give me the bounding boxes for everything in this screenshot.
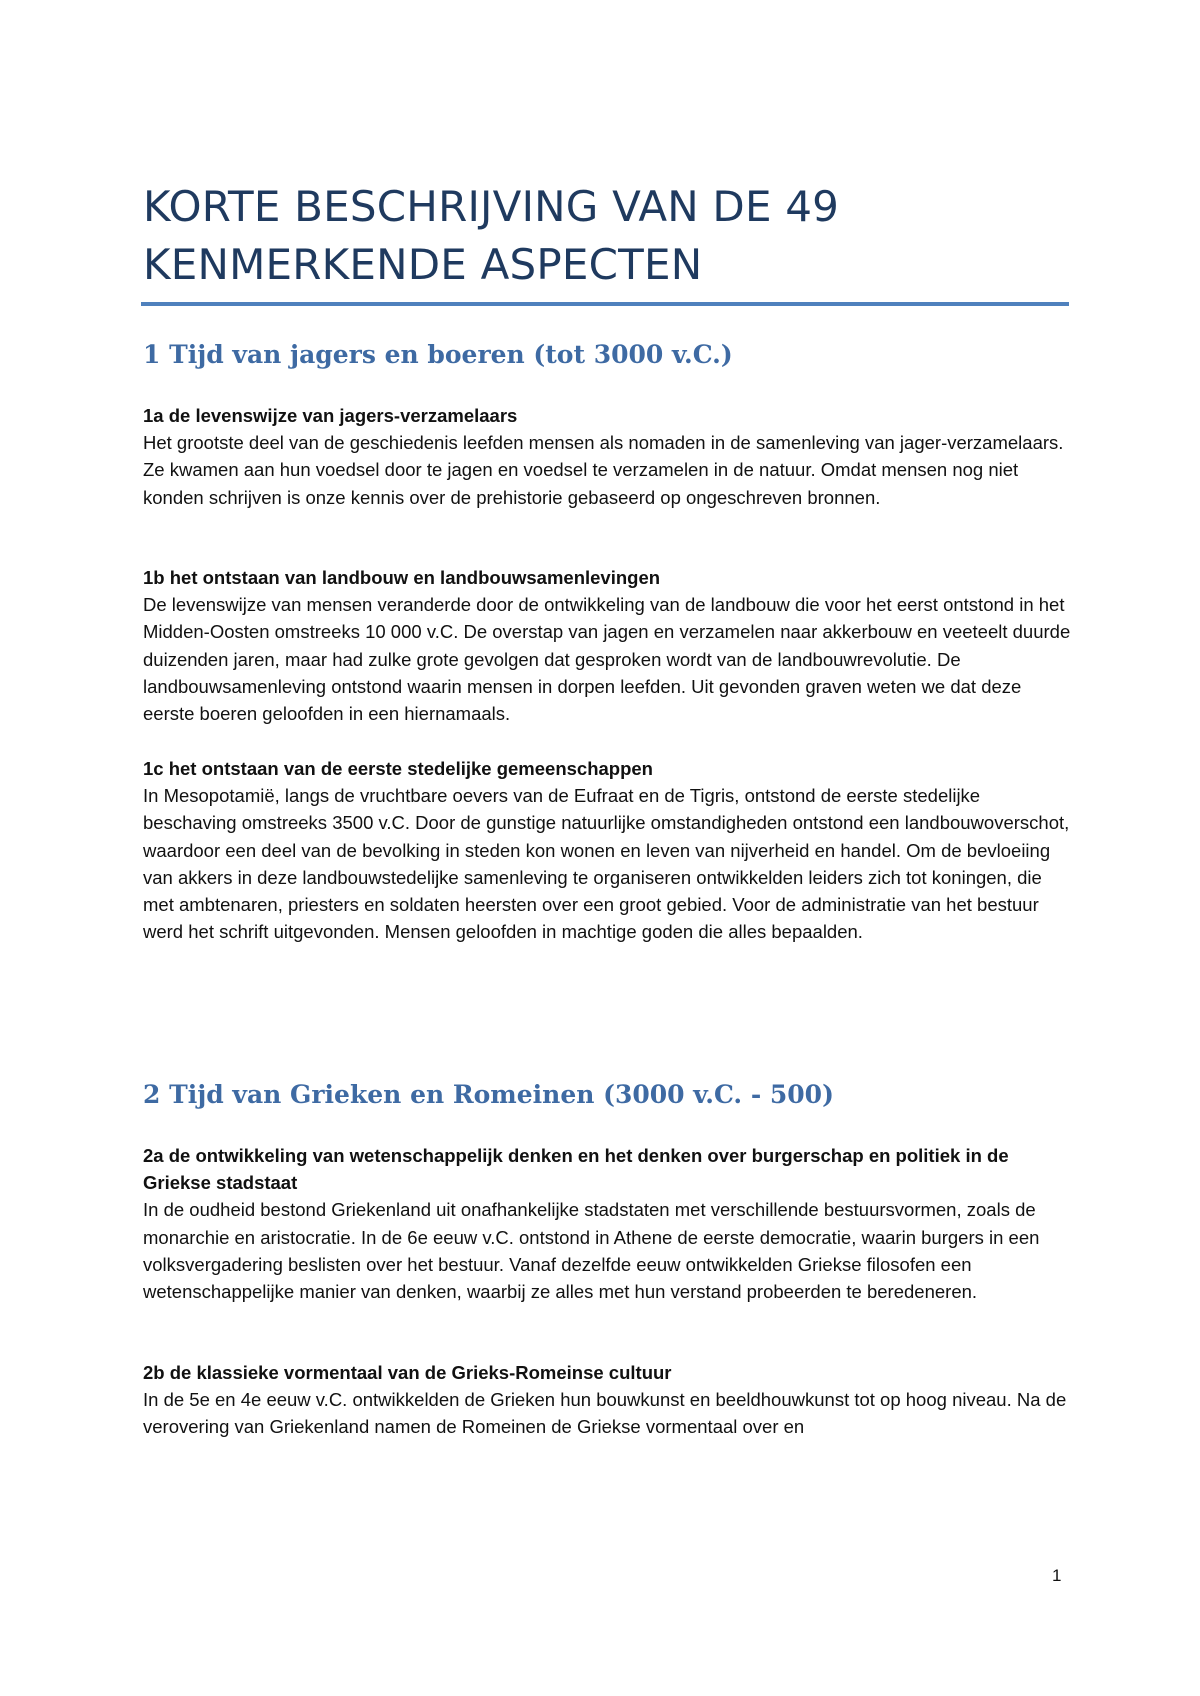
aspect-heading: 2b de klassieke vormentaal van de Grieks-Romeinse cultuur xyxy=(143,1362,672,1383)
aspect-body: In Mesopotamië, langs de vruchtbare oevers van de Eufraat en de Tigris, ontstond de eerste stedelijke beschaving omstreeks 3500 v.C. Door de gunstige natuurlijke omstandigheden ontstond een landbouwoverschot, waardoor een deel van de bevolking in steden kon wonen en leven van nijverheid en handel. Om de bevloeiing van akkers in deze landbouwstedelijke samenleving te organiseren ontwikkelden leiders zich tot koningen, die met ambtenaren, priesters en soldaten heersten over een groot gebied. Voor de administratie van het bestuur werd het schrift uitgevonden. Mensen geloofden in machtige goden die alles bepaalden. xyxy=(143,785,1070,943)
aspect-heading: 2a de ontwikkeling van wetenschappelijk denken en het denken over burgerschap en politiek in de Griekse stadstaat xyxy=(143,1145,1009,1194)
aspect-heading: 1b het ontstaan van landbouw en landbouwsamenlevingen xyxy=(143,567,661,588)
page-number: 1 xyxy=(1052,1566,1062,1585)
aspect-2b xyxy=(143,1359,1073,1441)
aspect-body: De levenswijze van mensen veranderde door de ontwikkeling van de landbouw die voor het eerst ontstond in het Midden-Oosten omstreeks 10 000 v.C. De overstap van jagen en verzamelen naar akkerbouw en veeteelt duurde duizenden jaren, maar had zulke grote gevolgen dat gesproken wordt van de landbouwrevolutie. De landbouwsamenleving ontstond waarin mensen in dorpen leefden. Uit gevonden graven weten we dat deze eerste boeren geloofden in een hiernamaals. xyxy=(143,594,1071,725)
aspect-body: Het grootste deel van de geschiedenis leefden mensen als nomaden in de samenleving van jager-verzamelaars. Ze kwamen aan hun voedsel door te jagen en voedsel te verzamelen in de natuur. Omdat mensen nog niet konden schrijven is onze kennis over de prehistorie gebaseerd op ongeschreven bronnen. xyxy=(143,432,1064,508)
title-underline xyxy=(141,302,1069,306)
section-heading-1: 1 Tijd van jagers en boeren (tot 3000 v.C.) xyxy=(143,340,733,369)
aspect-body: In de 5e en 4e eeuw v.C. ontwikkelden de Grieken hun bouwkunst en beeldhouwkunst tot op hoog niveau. Na de verovering van Griekenland namen de Romeinen de Griekse vormentaal over en xyxy=(143,1389,1067,1438)
aspect-1c xyxy=(143,755,1073,945)
aspect-1a xyxy=(143,402,1073,511)
section-heading-2: 2 Tijd van Grieken en Romeinen (3000 v.C. - 500) xyxy=(143,1080,834,1109)
aspect-heading: 1c het ontstaan van de eerste stedelijke gemeenschappen xyxy=(143,758,653,779)
aspect-body: In de oudheid bestond Griekenland uit onafhankelijke stadstaten met verschillende bestuursvormen, zoals de monarchie en aristocratie. In de 6e eeuw v.C. ontstond in Athene de eerste democratie, waarin burgers in een volksvergadering beslisten over het bestuur. Vanaf dezelfde eeuw ontwikkelden Griekse filosofen een wetenschappelijke manier van denken, waarbij ze alles met hun verstand probeerden te beredeneren. xyxy=(143,1199,1040,1303)
aspect-1b xyxy=(143,564,1073,727)
document-title: KORTE BESCHRIJVING VAN DE 49 KENMERKENDE ASPECTEN xyxy=(143,182,840,289)
aspect-2a xyxy=(143,1142,1073,1305)
aspect-heading: 1a de levenswijze van jagers-verzamelaars xyxy=(143,405,518,426)
